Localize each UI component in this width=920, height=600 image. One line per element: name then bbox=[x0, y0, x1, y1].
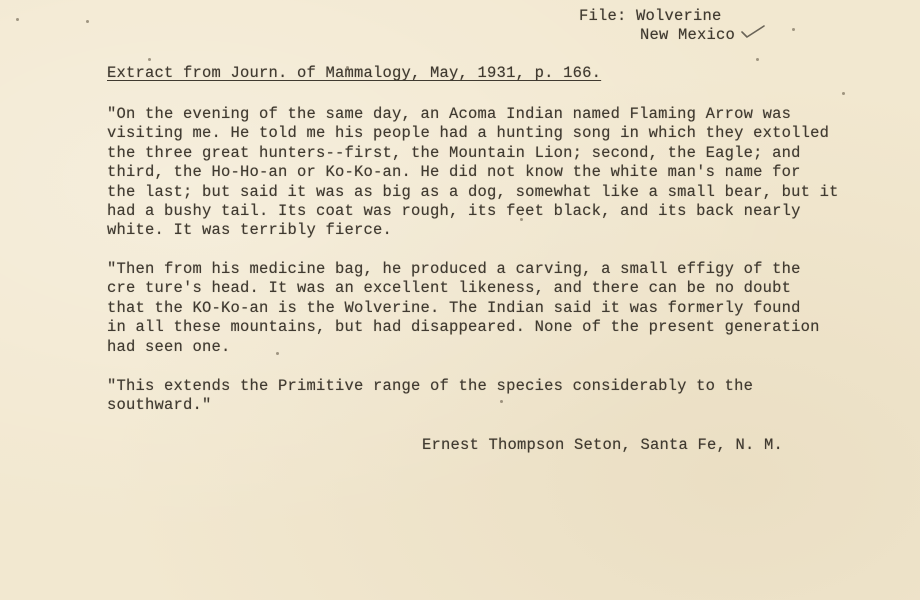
extract-title: Extract from Journ. of Mammalogy, May, 1931, p. 166. bbox=[107, 64, 602, 82]
paragraph-3: "This extends the Primitive range of the species considerably to the southward." bbox=[107, 377, 754, 415]
paper-speck bbox=[16, 18, 19, 21]
paragraph-2: "Then from his medicine bag, he produced a carving, a small effigy of the cre ture's head. It was an excellent likeness, and there can be no doubt that the KO-Ko-an is the Wolverine. The Indian said it was formerly found in all these mountains, but had disappeared. None of the present generation had seen one. bbox=[107, 260, 820, 356]
paper-speck bbox=[792, 28, 795, 31]
paper-speck bbox=[148, 58, 151, 61]
file-label: File: Wolverine bbox=[579, 7, 722, 25]
pencil-check-icon bbox=[740, 24, 766, 40]
paper-speck bbox=[86, 20, 89, 23]
paper-speck bbox=[842, 92, 845, 95]
paragraph-1: "On the evening of the same day, an Acoma Indian named Flaming Arrow was visiting me. He told me his people had a hunting song in which they extolled the three great hunters--first, the Mountain Lion; second, the Eagle; and third, the Ho-Ho-an or Ko-Ko-an. He did not know the white man's name for the last; but said it was as big as a dog, somewhat like a small bear, but it had a bushy tail. Its coat was rough, its feet black, and its back nearly white. It was terribly fierce. bbox=[107, 105, 839, 240]
file-location: New Mexico bbox=[640, 26, 736, 44]
signature: Ernest Thompson Seton, Santa Fe, N. M. bbox=[422, 436, 784, 454]
paper-speck bbox=[756, 58, 759, 61]
